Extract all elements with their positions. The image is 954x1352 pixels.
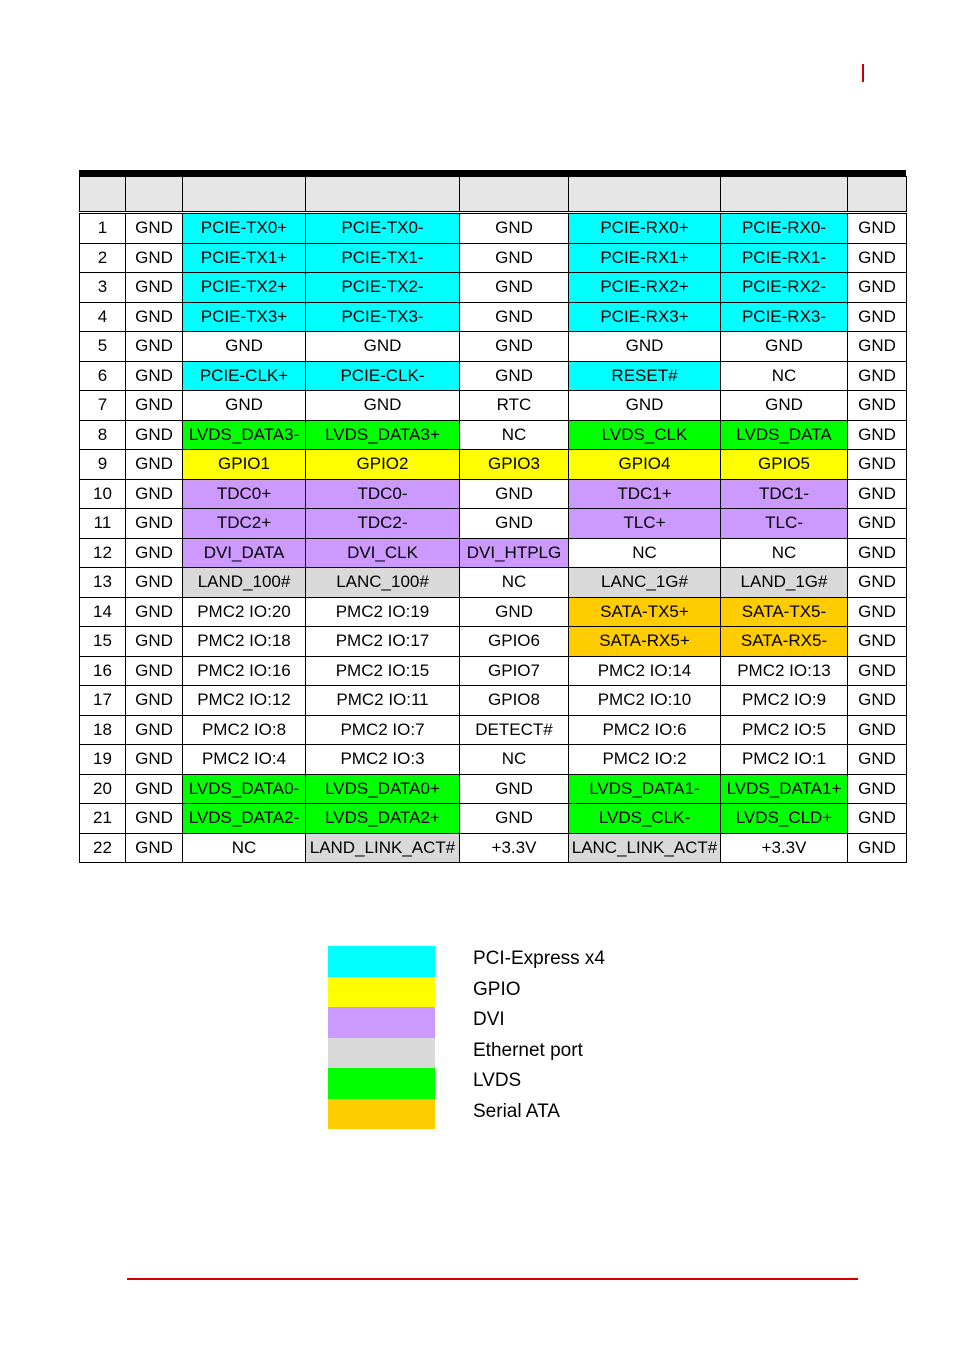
legend-swatch xyxy=(328,946,435,977)
signal-cell: GND xyxy=(126,302,183,332)
signal-cell: LVDS_DATA xyxy=(721,420,848,450)
signal-cell: GND xyxy=(126,243,183,273)
signal-cell: GND xyxy=(848,302,907,332)
signal-cell: PMC2 IO:5 xyxy=(721,715,848,745)
signal-cell: NC xyxy=(460,745,569,775)
pin-number-cell: 9 xyxy=(80,450,126,480)
signal-cell: GND xyxy=(126,568,183,598)
signal-cell: PCIE-TX0+ xyxy=(183,213,306,244)
signal-cell: GND xyxy=(460,774,569,804)
signal-cell: PMC2 IO:7 xyxy=(306,715,460,745)
page-marker xyxy=(862,64,864,82)
signal-cell: GND xyxy=(848,391,907,421)
signal-cell: GPIO2 xyxy=(306,450,460,480)
signal-cell: GND xyxy=(126,361,183,391)
pin-number-cell: 4 xyxy=(80,302,126,332)
table-row xyxy=(80,213,907,244)
signal-cell: TDC0- xyxy=(306,479,460,509)
table-row xyxy=(80,686,907,716)
signal-cell: GND xyxy=(126,774,183,804)
signal-cell: GND xyxy=(126,479,183,509)
signal-cell: PMC2 IO:13 xyxy=(721,656,848,686)
table-row xyxy=(80,273,907,303)
signal-cell: PCIE-RX2- xyxy=(721,273,848,303)
signal-cell: PMC2 IO:14 xyxy=(569,656,721,686)
signal-cell: LAND_LINK_ACT# xyxy=(306,833,460,863)
table-row xyxy=(80,745,907,775)
signal-cell: PMC2 IO:12 xyxy=(183,686,306,716)
pin-number-cell: 22 xyxy=(80,833,126,863)
legend-label: PCI-Express x4 xyxy=(473,948,605,969)
signal-cell: PMC2 IO:20 xyxy=(183,597,306,627)
signal-cell: GPIO7 xyxy=(460,656,569,686)
signal-cell: PCIE-TX3+ xyxy=(183,302,306,332)
signal-cell: GPIO8 xyxy=(460,686,569,716)
signal-cell: GND xyxy=(848,833,907,863)
signal-cell: GND xyxy=(721,332,848,362)
signal-cell: LVDS_CLK xyxy=(569,420,721,450)
signal-cell: GND xyxy=(126,597,183,627)
pin-number-cell: 21 xyxy=(80,804,126,834)
signal-cell: TLC- xyxy=(721,509,848,539)
table-row xyxy=(80,568,907,598)
signal-cell: GND xyxy=(848,568,907,598)
signal-cell: GND xyxy=(460,479,569,509)
signal-cell: GND xyxy=(848,774,907,804)
footer-rule xyxy=(127,1278,858,1280)
signal-cell: TDC0+ xyxy=(183,479,306,509)
signal-cell: SATA-RX5- xyxy=(721,627,848,657)
signal-cell: GND xyxy=(126,656,183,686)
signal-cell: GND xyxy=(126,804,183,834)
signal-cell: GND xyxy=(460,597,569,627)
signal-cell: GPIO3 xyxy=(460,450,569,480)
signal-cell: GND xyxy=(460,273,569,303)
signal-cell: DVI_CLK xyxy=(306,538,460,568)
signal-cell: GND xyxy=(460,804,569,834)
signal-cell: TDC1- xyxy=(721,479,848,509)
signal-cell: GND xyxy=(460,243,569,273)
pin-number-cell: 8 xyxy=(80,420,126,450)
signal-cell: PCIE-CLK- xyxy=(306,361,460,391)
signal-cell: PCIE-TX2- xyxy=(306,273,460,303)
table-row xyxy=(80,332,907,362)
signal-cell: GND xyxy=(848,686,907,716)
signal-cell: PCIE-TX2+ xyxy=(183,273,306,303)
signal-cell: PCIE-RX3+ xyxy=(569,302,721,332)
header-cell xyxy=(126,177,183,213)
signal-cell: GPIO6 xyxy=(460,627,569,657)
signal-cell: GND xyxy=(126,833,183,863)
signal-cell: GND xyxy=(569,332,721,362)
signal-cell: PMC2 IO:17 xyxy=(306,627,460,657)
signal-cell: LVDS_DATA0+ xyxy=(306,774,460,804)
signal-cell: PMC2 IO:2 xyxy=(569,745,721,775)
signal-cell: LVDS_DATA2+ xyxy=(306,804,460,834)
legend-label: LVDS xyxy=(473,1070,522,1091)
signal-cell: GND xyxy=(848,538,907,568)
signal-cell: TLC+ xyxy=(569,509,721,539)
signal-cell: RESET# xyxy=(569,361,721,391)
signal-cell: LVDS_DATA2- xyxy=(183,804,306,834)
signal-cell: PMC2 IO:19 xyxy=(306,597,460,627)
signal-cell: GND xyxy=(848,715,907,745)
legend-swatch xyxy=(328,1068,435,1099)
signal-cell: GND xyxy=(569,391,721,421)
signal-cell: GND xyxy=(306,332,460,362)
signal-cell: LAND_1G# xyxy=(721,568,848,598)
signal-cell: PCIE-RX3- xyxy=(721,302,848,332)
signal-cell: SATA-TX5- xyxy=(721,597,848,627)
pin-assignment-table xyxy=(79,176,907,863)
signal-cell: TDC2+ xyxy=(183,509,306,539)
table-row xyxy=(80,538,907,568)
signal-cell: LAND_100# xyxy=(183,568,306,598)
table-row xyxy=(80,804,907,834)
pin-number-cell: 6 xyxy=(80,361,126,391)
legend-label: GPIO xyxy=(473,978,521,1000)
signal-cell: GND xyxy=(126,538,183,568)
signal-cell: DETECT# xyxy=(460,715,569,745)
signal-cell: GND xyxy=(460,361,569,391)
signal-cell: LVDS_CLK- xyxy=(569,804,721,834)
table-row xyxy=(80,774,907,804)
signal-cell: GND xyxy=(848,479,907,509)
signal-cell: GND xyxy=(126,213,183,244)
signal-cell: GND xyxy=(460,302,569,332)
signal-cell: NC xyxy=(460,568,569,598)
signal-cell: PMC2 IO:8 xyxy=(183,715,306,745)
signal-cell: PCIE-TX1- xyxy=(306,243,460,273)
signal-cell: LANC_100# xyxy=(306,568,460,598)
signal-cell: SATA-RX5+ xyxy=(569,627,721,657)
table-row xyxy=(80,656,907,686)
pin-number-cell: 19 xyxy=(80,745,126,775)
signal-cell: GND xyxy=(126,332,183,362)
signal-cell: GND xyxy=(460,509,569,539)
legend-swatch xyxy=(328,1099,435,1130)
signal-cell: PCIE-TX0- xyxy=(306,213,460,244)
signal-cell: GND xyxy=(460,332,569,362)
table-row xyxy=(80,597,907,627)
signal-cell: PCIE-CLK+ xyxy=(183,361,306,391)
pin-number-cell: 11 xyxy=(80,509,126,539)
pin-number-cell: 20 xyxy=(80,774,126,804)
legend-label: Ethernet port xyxy=(473,1039,583,1061)
table-row xyxy=(80,833,907,863)
table-row xyxy=(80,627,907,657)
signal-cell: GND xyxy=(126,391,183,421)
signal-cell: LVDS_DATA3- xyxy=(183,420,306,450)
pin-number-cell: 5 xyxy=(80,332,126,362)
signal-cell: GND xyxy=(848,420,907,450)
signal-cell: LVDS_DATA3+ xyxy=(306,420,460,450)
signal-cell: GND xyxy=(848,804,907,834)
signal-cell: PMC2 IO:10 xyxy=(569,686,721,716)
signal-cell: PCIE-TX3- xyxy=(306,302,460,332)
signal-cell: PMC2 IO:1 xyxy=(721,745,848,775)
signal-cell: GPIO1 xyxy=(183,450,306,480)
signal-cell: DVI_HTPLG xyxy=(460,538,569,568)
header-cell xyxy=(460,177,569,213)
table-row xyxy=(80,361,907,391)
pin-assignment-table-wrapper xyxy=(79,170,906,863)
signal-cell: GPIO5 xyxy=(721,450,848,480)
signal-cell: PMC2 IO:4 xyxy=(183,745,306,775)
signal-cell: PCIE-RX0- xyxy=(721,213,848,244)
signal-cell: PMC2 IO:15 xyxy=(306,656,460,686)
signal-cell: GND xyxy=(848,656,907,686)
table-row xyxy=(80,715,907,745)
signal-cell: GND xyxy=(848,332,907,362)
pin-number-cell: 3 xyxy=(80,273,126,303)
signal-cell: LANC_LINK_ACT# xyxy=(569,833,721,863)
signal-cell: GND xyxy=(126,509,183,539)
signal-cell: LVDS_CLD+ xyxy=(721,804,848,834)
table-row xyxy=(80,450,907,480)
signal-cell: GND xyxy=(126,627,183,657)
legend-label: Serial ATA xyxy=(473,1100,560,1122)
table-row xyxy=(80,302,907,332)
signal-cell: GND xyxy=(848,597,907,627)
signal-cell: RTC xyxy=(460,391,569,421)
signal-cell: GPIO4 xyxy=(569,450,721,480)
signal-cell: GND xyxy=(126,273,183,303)
pin-number-cell: 13 xyxy=(80,568,126,598)
signal-cell: GND xyxy=(126,420,183,450)
table-row xyxy=(80,391,907,421)
header-cell xyxy=(848,177,907,213)
pin-number-cell: 15 xyxy=(80,627,126,657)
signal-cell: GND xyxy=(306,391,460,421)
signal-cell: GND xyxy=(848,450,907,480)
legend-swatch xyxy=(328,977,435,1008)
signal-cell: PCIE-RX0+ xyxy=(569,213,721,244)
signal-cell: LVDS_DATA1+ xyxy=(721,774,848,804)
signal-cell: TDC2- xyxy=(306,509,460,539)
signal-cell: GND xyxy=(126,745,183,775)
signal-cell: PCIE-RX1+ xyxy=(569,243,721,273)
signal-cell: GND xyxy=(126,686,183,716)
table-row xyxy=(80,479,907,509)
signal-cell: TDC1+ xyxy=(569,479,721,509)
signal-cell: PCIE-RX2+ xyxy=(569,273,721,303)
header-cell xyxy=(721,177,848,213)
signal-cell: LVDS_DATA0- xyxy=(183,774,306,804)
signal-cell: PMC2 IO:9 xyxy=(721,686,848,716)
signal-cell: NC xyxy=(721,538,848,568)
signal-cell: DVI_DATA xyxy=(183,538,306,568)
signal-cell: GND xyxy=(848,745,907,775)
table-row xyxy=(80,420,907,450)
pin-number-cell: 12 xyxy=(80,538,126,568)
signal-cell: LANC_1G# xyxy=(569,568,721,598)
signal-cell: GND xyxy=(848,213,907,244)
signal-cell: SATA-TX5+ xyxy=(569,597,721,627)
signal-cell: PMC2 IO:3 xyxy=(306,745,460,775)
signal-cell: GND xyxy=(848,509,907,539)
signal-cell: GND xyxy=(848,361,907,391)
signal-cell: PMC2 IO:16 xyxy=(183,656,306,686)
signal-cell: +3.3V xyxy=(460,833,569,863)
signal-cell: GND xyxy=(721,391,848,421)
signal-cell: GND xyxy=(126,715,183,745)
signal-cell: LVDS_DATA1- xyxy=(569,774,721,804)
header-cell xyxy=(80,177,126,213)
pin-number-cell: 10 xyxy=(80,479,126,509)
legend-swatch xyxy=(328,1007,435,1038)
signal-cell: NC xyxy=(569,538,721,568)
pin-number-cell: 7 xyxy=(80,391,126,421)
pin-number-cell: 18 xyxy=(80,715,126,745)
pin-number-cell: 17 xyxy=(80,686,126,716)
signal-cell: GND xyxy=(183,391,306,421)
signal-cell: GND xyxy=(183,332,306,362)
legend-label: DVI xyxy=(473,1009,505,1030)
signal-cell: GND xyxy=(848,627,907,657)
signal-cell: GND xyxy=(460,213,569,244)
legend-swatch xyxy=(328,1038,435,1069)
signal-cell: NC xyxy=(721,361,848,391)
pin-number-cell: 2 xyxy=(80,243,126,273)
signal-cell: NC xyxy=(183,833,306,863)
signal-cell: PMC2 IO:6 xyxy=(569,715,721,745)
signal-cell: GND xyxy=(848,273,907,303)
header-cell xyxy=(569,177,721,213)
table-row xyxy=(80,243,907,273)
signal-cell: +3.3V xyxy=(721,833,848,863)
header-cell xyxy=(183,177,306,213)
pin-number-cell: 14 xyxy=(80,597,126,627)
signal-cell: GND xyxy=(126,450,183,480)
signal-cell: PMC2 IO:18 xyxy=(183,627,306,657)
signal-cell: PCIE-TX1+ xyxy=(183,243,306,273)
signal-cell: NC xyxy=(460,420,569,450)
signal-cell: PCIE-RX1- xyxy=(721,243,848,273)
table-row xyxy=(80,509,907,539)
header-cell xyxy=(306,177,460,213)
signal-cell: GND xyxy=(848,243,907,273)
pin-number-cell: 1 xyxy=(80,213,126,244)
table-header-row xyxy=(80,177,907,213)
pin-number-cell: 16 xyxy=(80,656,126,686)
signal-cell: PMC2 IO:11 xyxy=(306,686,460,716)
